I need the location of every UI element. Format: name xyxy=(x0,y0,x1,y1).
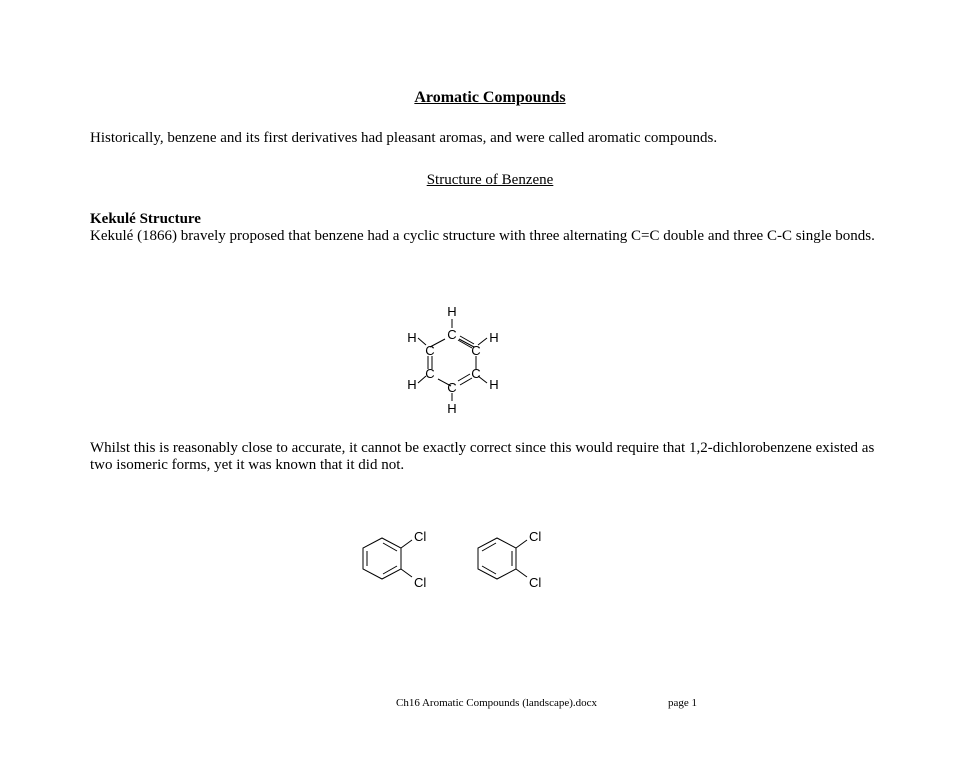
atom-h-upper-right: H xyxy=(489,330,499,345)
atom-h-upper-left: H xyxy=(407,330,417,345)
atom-h-bottom: H xyxy=(447,401,457,416)
atom-c-upper-right: C xyxy=(471,343,481,358)
atom-h-top: H xyxy=(447,304,457,319)
atom-cl-upper: Cl xyxy=(414,529,427,544)
atom-cl-lower: Cl xyxy=(414,575,427,590)
section-title: Structure of Benzene xyxy=(426,172,554,188)
atom-cl-upper: Cl xyxy=(529,529,542,544)
atom-c-lower-left: C xyxy=(425,366,435,381)
footer-page-number: page 1 xyxy=(668,697,698,709)
atom-c-top: C xyxy=(447,327,457,342)
atom-h-lower-right: H xyxy=(489,377,499,392)
atom-cl-lower: Cl xyxy=(529,575,542,590)
atom-h-lower-left: H xyxy=(407,377,417,392)
whilst-paragraph: Whilst this is reasonably close to accurate, it cannot be exactly correct since this would require that 1,2-dichlorobenzene existed as two isomeric forms, yet it was known that it did not. xyxy=(90,440,875,473)
document-title: Aromatic Compounds xyxy=(414,89,566,106)
atom-c-lower-right: C xyxy=(471,366,481,381)
kekule-benzene-diagram xyxy=(395,300,520,420)
kekule-paragraph: Kekulé (1866) bravely proposed that benzene had a cyclic structure with three alternating C=C double and three C-C single bonds. xyxy=(90,228,875,244)
footer-filename: Ch16 Aromatic Compounds (landscape).docx xyxy=(396,697,598,709)
atom-c-bottom: C xyxy=(447,380,457,395)
intro-paragraph: Historically, benzene and its first derivatives had pleasant aromas, and were called aromatic compounds. xyxy=(90,130,718,146)
dichlorobenzene-form-b xyxy=(470,520,560,595)
dichlorobenzene-form-a xyxy=(355,520,445,595)
atom-c-upper-left: C xyxy=(425,343,435,358)
kekule-heading: Kekulé Structure xyxy=(90,211,201,227)
